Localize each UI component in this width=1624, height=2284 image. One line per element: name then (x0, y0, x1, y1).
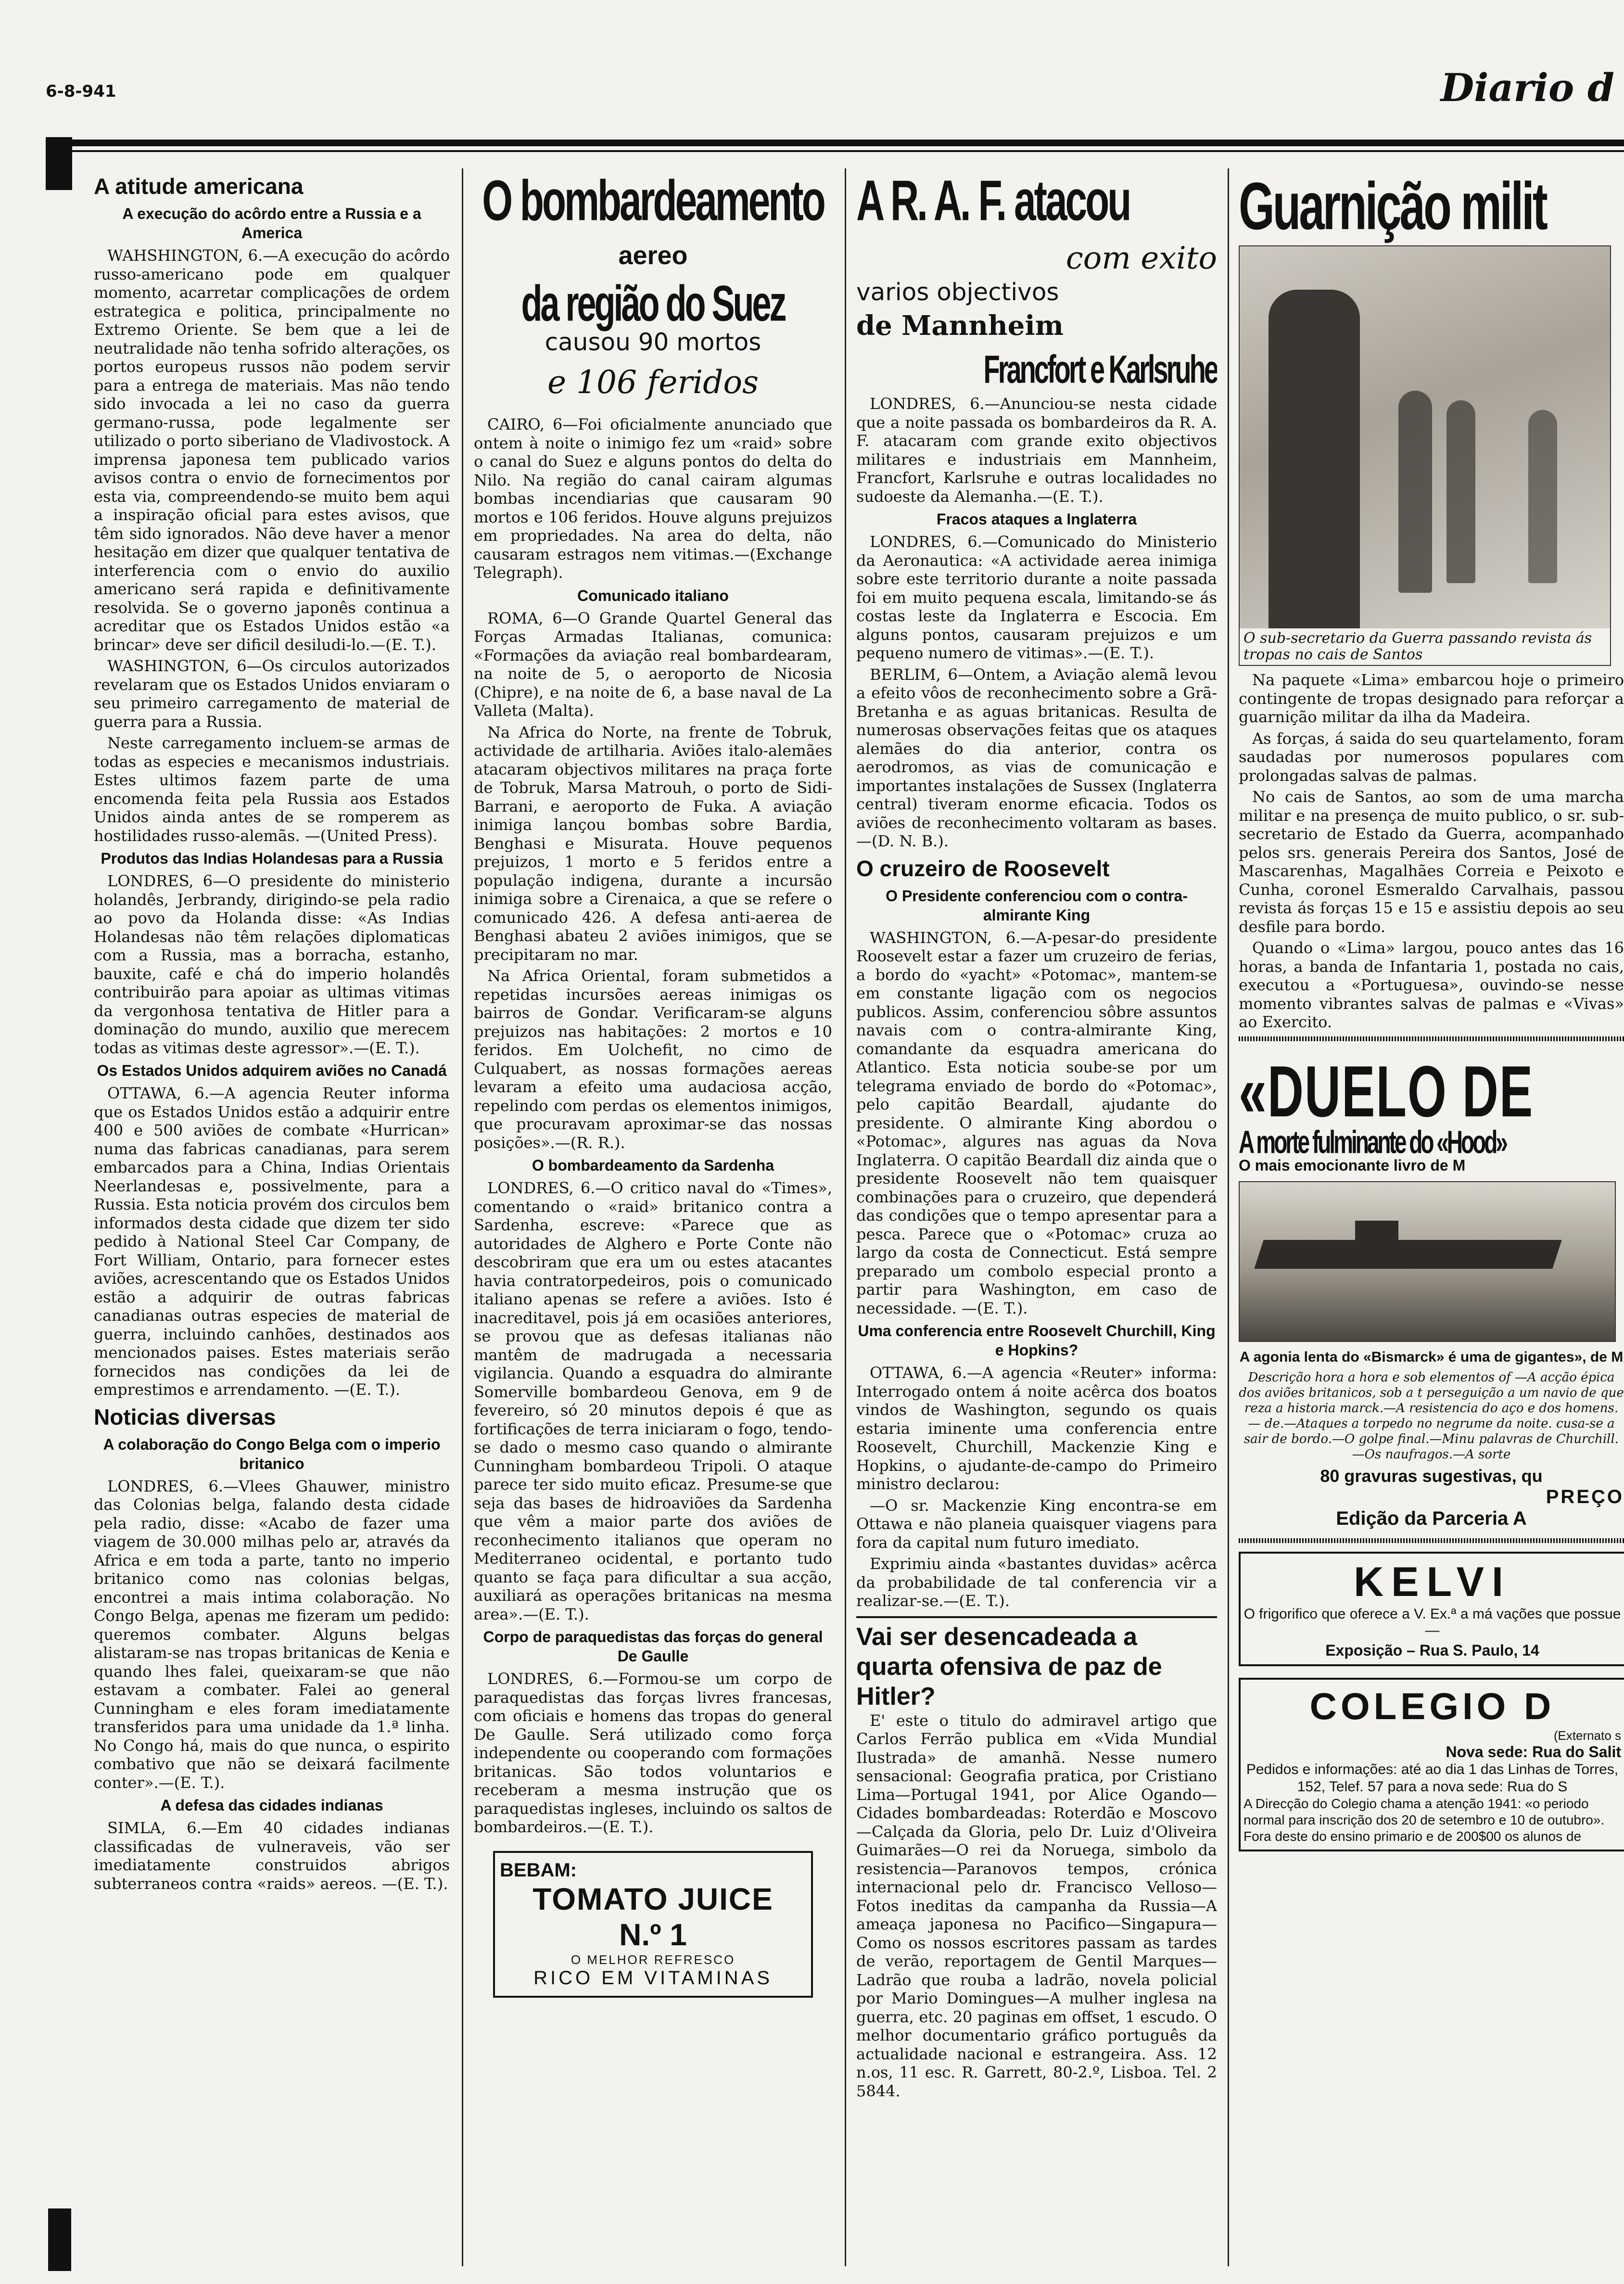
kelvinator-ad (1239, 1552, 1624, 1666)
divider (1239, 1538, 1624, 1543)
article-paragraph: SIMLA, 6.—Em 40 cidades indianas classificadas de vulneraveis, vão ser imediatamente construidos abrigos subterraneos contra «raids» aereos. —(E. T.). (94, 1819, 450, 1893)
column-rule-3 (1228, 168, 1229, 2266)
ad-line: Exposição – Rua S. Paulo, 14 (1325, 1641, 1539, 1659)
column-3 (856, 168, 1217, 2266)
duelo-book-ad (1239, 1051, 1624, 1530)
ad-title: «DUELO DE (1239, 1051, 1534, 1133)
ad-line: 80 gravuras sugestivas, qu (1320, 1466, 1543, 1486)
tomato-juice-ad (493, 1851, 813, 1998)
article-subheading: Comunicado italiano (577, 587, 729, 604)
ad-description: Descrição hora a hora e sob elementos of —A acção épica dos aviões britanicos, sob a t perseguição a um navio de que reza a historia marck.—A resistencia do aço e dos homens.— de.—Ataques a torpedo no negrume da noite. cusa-se a sair de bordo.—O golpe final.—Minu palavras de Churchill.—Os naufragos.—A sorte (1239, 1370, 1624, 1462)
article-paragraph: —O sr. Mackenzie King encontra-se em Ottawa e não planeia quaisquer viagens para fora da capital num futuro imediato. (856, 1496, 1217, 1552)
article-paragraph: LONDRES, 6—O presidente do ministerio holandês, Jerbrandy, dirigindo-se pela radio ao povo da Holanda disse: «As Indias Holandesas não têm relações diplomaticas com a Russia, mas a borracha, estanho, bauxite, café e chá do imperio holandês contribuirão para apoiar as ultimas vitimas da vergonhosa tentativa de Hitler para a dominação do mundo, auxilio que merecem todas as vitimas deste agressor».—(E. T.). (94, 872, 450, 1057)
ad-caption: A agonia lenta do «Bismarck» é uma de gigantes», de M (1239, 1349, 1624, 1365)
ship-hull (1254, 1240, 1561, 1269)
article-paragraph: OTTAWA, 6.—A agencia Reuter informa que os Estados Unidos estão a adquirir entre 400 e 500 aviões de combate «Hurrican» numa das fabricas canadianas, para serem embarcados para a China, Indias Orientais Neerlandesas e, possivelmente, para a Russia. Esta noticia provém dos circulos bem informados desta cidade que dizem ter sido pedido à National Steel Car Company, de Fort William, Ontario, para fornecer estes aviões, acrescentando que os Estados Unidos estão a adquirir de outras fabricas canadianas outras especies de material de guerra, incluindo canhões, destinados aos mencionados paises. Estes materiais serão fornecidos nas condições da lei de emprestimos e arrendamento. —(E. T.). (94, 1084, 450, 1399)
left-margin-bar-bottom (48, 2208, 71, 2271)
article-paragraph: CAIRO, 6—Foi oficialmente anunciado que ontem à noite o inimigo fez um «raid» sobre o canal do Suez e alguns pontos do delta do Nilo. Na região do canal cairam algumas bombas incendiarias que causaram 90 mortos e 106 feridos. Houve alguns prejuizos em propriedades. Na area do delta, não causaram estragos nem vitimas.—(Exchange Telegraph). (474, 415, 832, 582)
section-heading: A atitude americana (94, 174, 304, 199)
ad-line: O mais emocionante livro de M (1239, 1156, 1466, 1174)
article-subheading: O bombardeamento da Sardenha (532, 1157, 774, 1174)
page-date: 6-8-941 (46, 82, 116, 101)
article-paragraph: LONDRES, 6.—O critico naval do «Times», comentando o «raid» britanico contra a Sardenha, escreve: «Parece que as autoridades de Alghero e Porte Conte não descobriram que era um ou estes atacantes havia contratorpedeiros, pois o comunicado italiano apenas se refere a aviões. Isto é inacreditavel, pois já em ocasiões anteriores, se provou que as defesas italianas não mantêm de madrugada a necessaria vigilancia. Quando a esquadra do almirante Somerville bombardeou Genova, em 9 de fevereiro, só 20 minutos depois é que as fortificações de terra iniciaram o fogo, tendo-se dado o mesmo caso quando o almirante Cunningham bombardeou Tripoli. O ataque parece ter sido muito eficaz. Presume-se que seja das bases de hidroaviões da Sardenha que vêm a maior parte dos aviões de reconhecimento italianos que operam no Mediterraneo ocidental, e portanto tudo quanto se faça para dificultar a sua acção, auxiliará as operações britanicas na mesma area».—(E. T.). (474, 1179, 832, 1623)
left-margin-bar (46, 137, 72, 190)
article-paragraph: ROMA, 6—O Grande Quartel General das Forças Armadas Italianas, comunica: «Formações da aviação real bombardearam, na noite de 5, o aeroporto de Nicosia (Chipre), e na noite de 6, a base naval de La Valleta (Malta). (474, 609, 832, 720)
divider (1239, 1036, 1624, 1041)
article-paragraph: Na Africa do Norte, na frente de Tobruk, actividade de artilharia. Aviões italo-alemães atacaram objectivos militares na praça forte de Tobruk, Marsa Matrouh, o porto de Sidi-Barrani, e aeroporto de Fuka. A aviação inimiga lançou bombas sobre Bardia, Benghasi e Misurata. Houve pequenos prejuizos, 1 morto e 5 feridos entre a população indigena, durante a incursão inimiga sobre a Cirenaica, a que se refere o comunicado 426. A defesa anti-aerea de Benghasi abateu 2 aviões inimigos, que se precipitaram no mar. (474, 723, 832, 964)
column-rule-2 (845, 168, 846, 2266)
headline-line: e 106 feridos (547, 364, 759, 401)
section-heading: O cruzeiro de Roosevelt (856, 855, 1110, 881)
headline: O bombardeamento (482, 169, 824, 233)
article-subheading: A execução do acôrdo entre a Russia e a America (122, 205, 421, 242)
ad-line: (Externato s (1553, 1728, 1621, 1743)
article-subheading: A defesa das cidades indianas (160, 1797, 383, 1814)
article-paragraph: Na Africa Oriental, foram submetidos a repetidas incursões aereas inimigas os bairros de Gondar. Verificaram-se alguns prejuizos nas habitações: 2 mortos e 10 feridos. Em Uolchefit, no cimo de Culquabert, as nossas formações aereas levaram a efeito uma audaciosa acção, repelindo com perdas os elementos inimigos, que procuravam aproximar-se das nossas posições».—(R. R.). (474, 967, 832, 1152)
ad-line: Pedidos e informações: até ao dia 1 das Linhas de Torres, 152, Telef. 57 para a nova sede: Rua do S (1246, 1761, 1619, 1795)
article-paragraph: E' este o titulo do admiravel artigo que Carlos Ferrão publica em «Vida Mundial Ilustrada» de amanhã. Nesse numero sensacional: Geografia pratica, por Cristiano Lima—Portugal 1941, por Alice Ogando—Cidades bombardeadas: Roterdão e Moscovo—Calçada da Gloria, pelo Dr. Luiz d'Oliveira Guimarães—O rei da Noruega, simbolo da resistencia—Paranovos tempos, crónica internacional pelo dr. Francisco Velloso—Fotos ineditas da campanha da Russia—A ameaça japonesa no Pacifico—Singapura—Como os nossos escritores passam as tardes de verão, reportagem de Gentil Marques—Ladrão que rouba a ladrão, novela policial por Mario Domingues—A mulher inglesa na guerra, etc. 20 paginas em offset, 1 escudo. O melhor documentario gráfico português da actualidade nacional e estrangeira. Ass. 12 n.os, 11 esc. R. Garrett, 80-2.º, Lisboa. Tel. 2 5844. (856, 1711, 1217, 2100)
article-paragraph: LONDRES, 6.—Anunciou-se nesta cidade que a noite passada os bombardeiros da R. A. F. atacaram com grande exito objectivos militares e industriais em Mannheim, Francfort, Karlsruhe e outras localidades no sudoeste da Alemanha.—(E. T.). (856, 395, 1217, 506)
ad-line: Edição da Parceria A (1336, 1507, 1527, 1529)
headline-line: aereo (618, 241, 688, 270)
article-subheading: O Presidente conferenciou com o contra-almirante King (886, 887, 1188, 924)
article-paragraph: Exprimiu ainda «bastantes duvidas» acêrca da probabilidade de tal conferencia vir a realizar-se.—(E. T.). (856, 1555, 1217, 1610)
article-subheading: Os Estados Unidos adquirem aviões no Canadá (97, 1062, 447, 1079)
masthead: Diario d (1440, 65, 1614, 110)
headline-line: Francfort e Karlsruhe (983, 347, 1217, 391)
ad-price: PREÇO (1546, 1486, 1624, 1507)
section-heading: Noticias diversas (94, 1404, 276, 1429)
column-1 (94, 168, 450, 2266)
article-subheading: A colaboração do Congo Belga com o imperio britanico (103, 1435, 441, 1472)
article-paragraph: WASHINGTON, 6.—A-pesar-do presidente Roosevelt estar a fazer um cruzeiro de ferias, a bordo do «yacht» «Potomac», mantem-se em constante ligação com os negocios publicos. Assim, conferenciou sôbre assuntos navais com o contra-almirante King, comandante da esquadra americana do Atlantico. Esta noticia soube-se por um telegrama enviado de bordo do «Potomac», pelo capitão Beardall, ajudante do presidente. O almirante King abordou o «Potomac», algures nas aguas da Nova Inglaterra. O capitão Beardall diz ainda que o presidente Roosevelt não tem quaisquer combinações para o cruzeiro, que dependerá das condições que o tempo apresentar para a pesca. Parece que o «Potomac» cruza ao largo da costa de Connecticut. Está sempre preparado um combolo especial pronto a partir para Washington, em caso de necessidade. —(E. T.). (856, 928, 1217, 1317)
article-paragraph: LONDRES, 6.—Formou-se um corpo de paraquedistas das forças livres francesas, com oficiais e homens das tropas do general De Gaulle. Será utilizado como força independente ou cooperando com formações britanicas. São todos voluntarios e receberam a mesma instrução que os paraquedistas ingleses, incluindo os saltos de bombardeiros.—(E. T.). (474, 1670, 832, 1836)
article-paragraph: Na paquete «Lima» embarcou hoje o primeiro contingente de tropas designado para reforçar a guarnição militar da ilha da Madeira. (1239, 671, 1624, 726)
article-paragraph: As forças, á saida do seu quartelamento, foram saudadas por numerosos populares com prolongadas salvas de palmas. (1239, 729, 1624, 785)
headline-line: varios objectivos (856, 278, 1059, 306)
ship-tower (1355, 1221, 1398, 1242)
column-2 (474, 168, 832, 2266)
header-rule-thick (46, 140, 1624, 146)
article-paragraph: Neste carregamento incluem-se armas de todas as especies e mecanismos industriais. Estes ultimos fazem parte de uma encomenda feita pela Russia aos Estados Unidos ainda antes de se romperem as hostilidades russo-alemãs. —(United Press). (94, 734, 450, 845)
article-subheading: Uma conferencia entre Roosevelt Churchill, King e Hopkins? (858, 1322, 1216, 1359)
article-paragraph: Quando o «Lima» largou, pouco antes das 16 horas, a banda de Infantaria 1, postada no cais, executou a «Portuguesa», ouvindo-se nesse momento vibrantes salvas de palmas e «Vivas» ao Exercito. (1239, 939, 1624, 1031)
ad-line: Nova sede: Rua do Salit (1446, 1743, 1621, 1761)
article-paragraph: OTTAWA, 6.—A agencia «Reuter» informa: Interrogado ontem á noite acêrca dos boatos vindos de Washington, segundo os quais estaria iminente uma conferencia entre Roosevelt, Churchill, Mackenzie King e Hopkins, o ajudante-de-campo do Primeiro ministro declarou: (856, 1364, 1217, 1493)
ad-line: N.º 1 (619, 1917, 687, 1952)
headline-line: com exito (1066, 241, 1217, 276)
ad-title: KELVI (1354, 1558, 1511, 1605)
header-rule-thin (46, 150, 1624, 152)
headline-line: da região do Suez (521, 276, 785, 332)
troops-photo (1239, 245, 1611, 666)
article-paragraph: BERLIM, 6—Ontem, a Aviação alemã levou a efeito vôos de reconhecimento sobre a Grã-Bretanha e as aguas britanicas. Resulta de numerosas observações feitas que os ataques alemães do dia anterior, contra os aerodromos, as vias de comunicação e importantes instalações de Sussex (Inglaterra central) tiveram enorme eficacia. Todos os aviões de reconhecimento voltaram as bases.—(D. N. B.). (856, 665, 1217, 850)
article-paragraph: WASHINGTON, 6—Os circulos autorizados revelaram que os Estados Unidos enviaram o seu primeiro carregamento de material de guerra para a Russia. (94, 657, 450, 731)
ad-subtitle: A morte fulminante do «Hood» (1239, 1123, 1506, 1160)
ad-line: O MELHOR REFRESCO (571, 1952, 736, 1967)
article-subheading: Fracos ataques a Inglaterra (936, 510, 1137, 528)
soldier-figure (1446, 400, 1475, 583)
ad-title: COLEGIO D (1309, 1684, 1555, 1727)
article-paragraph: LONDRES, 6.—Vlees Ghauwer, ministro das Colonias belga, falando desta cidade pela radio, disse: «Acabo de fazer uma viagem de 30.000 milhas pelo ar, através da Africa e em toda a parte, tanto no imperio britanico como nas colonias belgas, encontrei a mais intima colaboração. No Congo Belga, apenas me fizeram um pedido: queremos combater. Alguns belgas alistaram-se nas tropas britanicas de Kenia e quando lhes falei, queixaram-se que não estavam a combater. Falei ao general Cunningham e eles foram imediatamente transferidos para uma unidade da 1.ª linha. No Congo há, mais do que nunca, o espirito combativo que não se deixará facilmente conter».—(E. T.). (94, 1477, 450, 1792)
headline: A R. A. F. atacou (856, 169, 1130, 233)
battleship-photo (1239, 1181, 1616, 1342)
section-heading: Vai ser desencadeada a quarta ofensiva de paz de Hitler? (856, 1622, 1162, 1710)
headline-line: causou 90 mortos (545, 328, 761, 356)
ad-line: O frigorifico que oferece a V. Ex.ª a má vações que possue — (1243, 1606, 1621, 1638)
article-subheading: Produtos das Indias Holandesas para a Russia (101, 850, 443, 867)
ad-line: RICO EM VITAMINAS (533, 1967, 773, 1989)
column-rule-1 (462, 168, 463, 2266)
colegio-ad (1239, 1678, 1624, 1851)
article-paragraph: No cais de Santos, ao som de uma marcha militar e na presença de muito publico, o sr. sub-secretario de Estado da Guerra, acompanhado pelos srs. generais Pereira dos Santos, José de Mascarenhas, Magalhães Correia e Peixoto e Cunha, coronel Esmeraldo Carvalhais, passou revista ás forças 15 e 15 e assistiu depois ao seu desfile para bordo. (1239, 788, 1624, 936)
article-subheading: Corpo de paraquedistas das forças do general De Gaulle (483, 1628, 823, 1665)
soldier-figure (1269, 290, 1360, 660)
ad-line: BEBAM: (500, 1859, 577, 1881)
column-4 (1239, 168, 1624, 2266)
ad-title: TOMATO JUICE (533, 1881, 774, 1916)
soldier-figure (1398, 391, 1432, 593)
soldier-figure (1528, 410, 1557, 583)
ad-line: A Direcção do Colegio chama a atenção 1941: «o periodo normal para inscrição dos 20 de setembro e 10 de outubro». Fora deste do ensino primario e de 200$00 os alunos de (1243, 1796, 1605, 1844)
photo-caption: O sub-secretario da Guerra passando revista ás tropas no cais de Santos (1240, 628, 1611, 665)
article-paragraph: LONDRES, 6.—Comunicado do Ministerio da Aeronautica: «A actividade aerea inimiga sobre este territorio durante a noite passada foi em muito pequena escala, limitando-se ás costas leste da Inglaterra e Escocia. Em alguns pontos, causaram prejuizos e um pequeno numero de vitimas».—(E. T.). (856, 533, 1217, 662)
headline-line: de Mannheim (856, 310, 1064, 342)
headline: Guarnição milit (1239, 169, 1546, 244)
article-paragraph: WAHSHINGTON, 6.—A execução do acôrdo russo-americano pode em qualquer momento, acarretar complicações de ordem estrategica e politica, principalmente no Extremo Oriente. Se bem que a lei de neutralidade não tenha sofrido alterações, os portos europeus russos não podem servir para a entrega de materiais. Mas não tendo sido invocada a lei no caso da guerra germano-russa, pode legalmente ser utilizado o porto siberiano de Vladivostock. A imprensa japonesa tem publicado varios avisos contra o envio de fornecimentos por esta via, compreendendo-se muito bem aqui a inspiração oficial para estes avisos, que têm sido ignorados. Não deve haver a menor hesitação em dizer que qualquer tentativa de interferencia com o envio do auxilio americano será rapida e definitivamente resolvida. Se o governo japonês continua a acreditar que os Estados Unidos estão «a brincar» deve ser dificil desiludi-lo.—(E. T.). (94, 246, 450, 654)
